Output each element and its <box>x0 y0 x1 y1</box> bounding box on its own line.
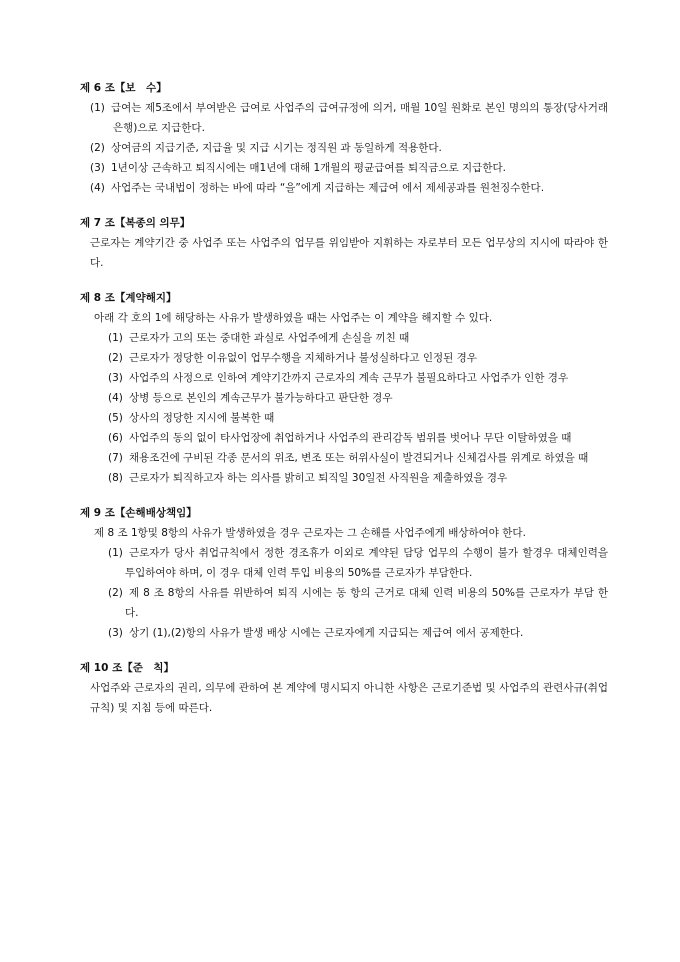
item-text: 상기 (1),(2)항의 사유가 발생 배상 시에는 근로자에게 지급되는 제급여 에서 공제한다. <box>129 627 524 639</box>
item-text: 제 8 조 8항의 사유를 위반하여 퇴직 시에는 동 항의 근거로 대체 인력 비용의 50%를 근로자가 부담 한다. <box>125 587 608 619</box>
item-text: 사업주의 동의 없이 타사업장에 취업하거나 사업주의 관리감독 범위를 벗어나 무단 이탈하였을 때 <box>129 432 572 444</box>
article-8-items <box>80 328 608 488</box>
article-9 <box>80 503 608 643</box>
item-number: (2) <box>108 352 123 364</box>
article-title: 제 9 조【손해배상책임】 <box>80 507 197 519</box>
item-number: (4) <box>108 392 123 404</box>
article-10 <box>80 658 608 718</box>
article-title: 제 8 조【계약해지】 <box>80 292 177 304</box>
article-body: 사업주와 근로자의 권리, 의무에 관하여 본 계약에 명시되지 아니한 사항은 근로기준법 및 사업주의 관련사규(취업규칙) 및 지침 등에 따른다. <box>90 682 608 714</box>
item-text: 근로자가 고의 또는 중대한 과실로 사업주에게 손실을 끼친 때 <box>129 332 410 344</box>
item-number: (1) <box>108 547 123 559</box>
list-item <box>80 448 608 468</box>
item-text: 상사의 정당한 지시에 불복한 때 <box>129 412 275 424</box>
item-number: (1) <box>90 102 105 114</box>
item-text: 사업주는 국내법이 정하는 바에 따라 “을”에게 지급하는 제급여 에서 제세공과를 원천징수한다. <box>111 182 545 194</box>
list-item <box>80 178 608 198</box>
item-number: (8) <box>108 472 123 484</box>
list-item <box>80 408 608 428</box>
item-text: 1년이상 근속하고 퇴직시에는 매1년에 대해 1개월의 평균급여를 퇴직금으로 지급한다. <box>111 162 506 174</box>
article-body: 제 8 조 1항및 8항의 사유가 발생하였을 경우 근로자는 그 손해를 사업주에게 배상하여야 한다. <box>94 527 526 539</box>
item-text: 채용조건에 구비된 각종 문서의 위조, 변조 또는 허위사실이 발견되거나 신체검사를 위계로 하였을 때 <box>129 452 589 464</box>
item-number: (2) <box>90 142 105 154</box>
item-text: 근로자가 퇴직하고자 하는 의사를 밝히고 퇴직일 30일전 사직원을 제출하였을 경우 <box>129 472 508 484</box>
article-title: 제 7 조【복종의 의무】 <box>80 217 191 229</box>
article-7 <box>80 213 608 273</box>
article-6 <box>80 78 608 198</box>
item-text: 상병 등으로 본인의 계속근무가 불가능하다고 판단한 경우 <box>129 392 393 404</box>
item-text: 급여는 제5조에서 부여받은 급여로 사업주의 급여규정에 의거, 매월 10일 원화로 본인 명의의 통장(당사거래은행)으로 지급한다. <box>111 102 608 134</box>
item-text: 사업주의 사정으로 인하여 계약기간까지 근로자의 계속 근무가 불필요하다고 사업주가 인한 경우 <box>129 372 569 384</box>
item-number: (2) <box>108 587 123 599</box>
list-item <box>80 583 608 623</box>
item-number: (3) <box>90 162 105 174</box>
article-title: 제 10 조【준 칙】 <box>80 662 174 674</box>
item-number: (4) <box>90 182 105 194</box>
list-item <box>80 623 608 643</box>
article-body: 근로자는 계약기간 중 사업주 또는 사업주의 업무를 위임받아 지휘하는 자로부터 모든 업무상의 지시에 따라야 한다. <box>90 237 608 269</box>
item-number: (3) <box>108 627 123 639</box>
item-number: (3) <box>108 372 123 384</box>
article-body: 아래 각 호의 1에 해당하는 사유가 발생하였을 때는 사업주는 이 계약을 해지할 수 있다. <box>94 312 493 324</box>
list-item <box>80 388 608 408</box>
article-title: 제 6 조【보 수】 <box>80 82 167 94</box>
list-item <box>80 158 608 178</box>
article-6-items <box>80 98 608 198</box>
list-item <box>80 468 608 488</box>
item-text: 근로자가 정당한 이유없이 업무수행을 지체하거나 불성실하다고 인정된 경우 <box>129 352 477 364</box>
list-item <box>80 138 608 158</box>
list-item <box>80 98 608 138</box>
item-number: (1) <box>108 332 123 344</box>
item-text: 상여금의 지급기준, 지급율 및 지급 시기는 정직원 과 동일하게 적용한다. <box>111 142 442 154</box>
list-item <box>80 328 608 348</box>
item-number: (5) <box>108 412 123 424</box>
list-item <box>80 368 608 388</box>
item-text: 근로자가 당사 취업규칙에서 정한 경조휴가 이외로 계약된 담당 업무의 수행이 불가 할경우 대체인력을 투입하여야 하며, 이 경우 대체 인력 투입 비용의 50%를 근로자가 부담한다. <box>125 547 608 579</box>
item-number: (7) <box>108 452 123 464</box>
list-item <box>80 428 608 448</box>
article-8 <box>80 288 608 488</box>
article-9-items <box>80 543 608 643</box>
item-number: (6) <box>108 432 123 444</box>
list-item <box>80 543 608 583</box>
list-item <box>80 348 608 368</box>
